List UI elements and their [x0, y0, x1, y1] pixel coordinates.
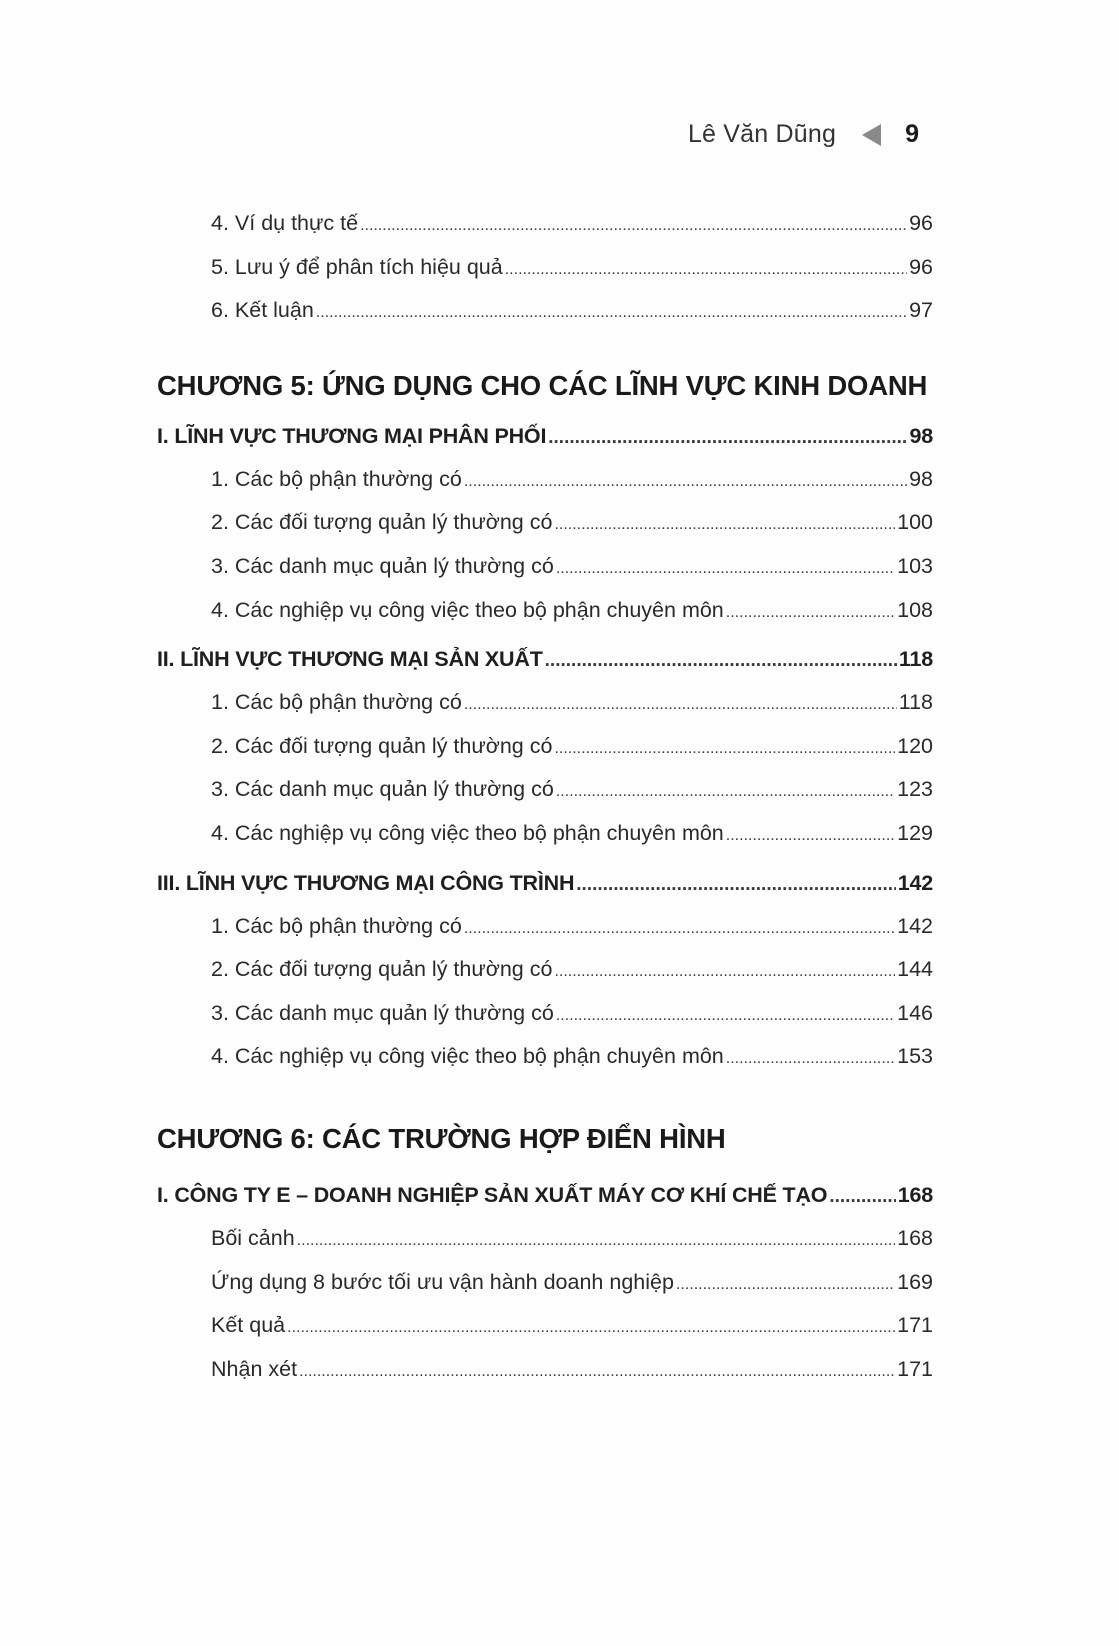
toc-entry-page: 153 [897, 1044, 933, 1069]
dot-leader [287, 1306, 895, 1348]
toc-entry-page: 129 [897, 820, 933, 845]
toc-entry[interactable] [157, 458, 933, 502]
toc-entry[interactable] [157, 768, 933, 812]
page-number: 9 [905, 120, 919, 148]
toc-entry[interactable] [157, 948, 933, 992]
dot-leader [464, 907, 895, 949]
toc-entry-label: 3. Các danh mục quản lý thường có [211, 777, 554, 802]
toc-entry-label: 2. Các đối tượng quản lý thường có [211, 957, 553, 982]
toc-entry-label: 1. Các bộ phận thường có [211, 466, 462, 491]
toc-entry-label: 3. Các danh mục quản lý thường có [211, 553, 554, 578]
toc-entry-label: 1. Các bộ phận thường có [211, 913, 462, 938]
chapter-6-title[interactable]: CHƯƠNG 6: CÁC TRƯỜNG HỢP ĐIỂN HÌNH [157, 1122, 726, 1154]
toc-entry-label: Nhận xét [211, 1356, 298, 1381]
dot-leader [726, 591, 895, 633]
dot-leader [726, 814, 895, 856]
dot-leader [505, 248, 907, 290]
toc-entry-page: 96 [909, 254, 933, 279]
toc-entry[interactable] [157, 589, 933, 633]
toc-section-page: 168 [897, 1182, 933, 1207]
dot-leader [726, 1037, 895, 1079]
toc-section[interactable] [157, 637, 933, 681]
toc-entry-label: 4. Các nghiệp vụ công việc theo bộ phận chuyên môn [211, 820, 724, 845]
dot-leader [554, 503, 895, 545]
dot-leader [464, 460, 907, 502]
dot-leader [556, 994, 895, 1036]
left-arrow-icon [862, 124, 881, 146]
dot-leader [556, 770, 895, 812]
toc-entry-label: 1. Các bộ phận thường có [211, 690, 462, 715]
toc-entry-page: 118 [898, 690, 933, 715]
dot-leader [316, 291, 907, 333]
toc-section-label: III. LĨNH VỰC THƯƠNG MẠI CÔNG TRÌNH [157, 870, 575, 895]
dot-leader [576, 863, 895, 905]
toc-entry-page: 98 [909, 466, 933, 491]
dot-leader [548, 416, 907, 458]
toc-section-page: 142 [897, 870, 933, 895]
toc-entry-page: 168 [897, 1225, 933, 1250]
toc-entry-label: 6. Kết luận [211, 298, 314, 323]
toc-entry-label: Kết quả [211, 1313, 286, 1338]
table-of-contents [157, 202, 933, 1391]
toc-entry[interactable] [157, 1304, 933, 1348]
toc-entry-page: 144 [897, 957, 933, 982]
toc-entry[interactable] [157, 1035, 933, 1079]
toc-entry-label: 4. Ví dụ thực tế [211, 211, 359, 235]
toc-entry[interactable] [157, 1348, 933, 1392]
toc-entry-page: 100 [897, 510, 933, 535]
toc-entry-label: 4. Các nghiệp vụ công việc theo bộ phận chuyên môn [211, 597, 724, 622]
toc-entry-label: Bối cảnh [211, 1225, 295, 1250]
toc-entry-label: 3. Các danh mục quản lý thường có [211, 1000, 554, 1025]
toc-entry-page: 169 [897, 1269, 933, 1294]
running-header [688, 120, 919, 149]
dot-leader [360, 204, 907, 246]
toc-entry-label: 2. Các đối tượng quản lý thường có [211, 510, 553, 535]
toc-entry[interactable] [157, 905, 933, 949]
toc-entry-page: 171 [897, 1356, 933, 1381]
toc-entry-label: 4. Các nghiệp vụ công việc theo bộ phận chuyên môn [211, 1044, 724, 1069]
toc-entry-page: 171 [897, 1313, 933, 1338]
toc-entry[interactable] [157, 202, 933, 246]
dot-leader [554, 950, 895, 992]
toc-entry-label: 2. Các đối tượng quản lý thường có [211, 733, 553, 758]
toc-section-label: II. LĨNH VỰC THƯƠNG MẠI SẢN XUẤT [157, 647, 543, 672]
toc-section[interactable] [157, 1173, 933, 1217]
toc-entry-page: 108 [897, 597, 933, 622]
toc-entry[interactable] [157, 1261, 933, 1305]
toc-section-page: 118 [898, 647, 933, 672]
toc-entry[interactable] [157, 501, 933, 545]
toc-entry-page: 146 [897, 1000, 933, 1025]
toc-entry[interactable] [157, 289, 933, 333]
toc-entry-label: 5. Lưu ý để phân tích hiệu quả [211, 254, 503, 279]
toc-entry[interactable] [157, 545, 933, 589]
toc-entry[interactable] [157, 725, 933, 769]
toc-entry-page: 103 [897, 553, 933, 578]
toc-entry[interactable] [157, 812, 933, 856]
dot-leader [297, 1219, 895, 1261]
dot-leader [545, 639, 897, 681]
toc-entry-page: 120 [897, 733, 933, 758]
dot-leader [464, 683, 897, 725]
toc-section-label: I. LĨNH VỰC THƯƠNG MẠI PHÂN PHỐI [157, 423, 547, 448]
toc-entry[interactable] [157, 1217, 933, 1261]
dot-leader [299, 1350, 895, 1392]
toc-entry[interactable] [157, 681, 933, 725]
dot-leader [556, 547, 895, 589]
toc-entry-page: 142 [897, 913, 933, 938]
chapter-5-title[interactable]: CHƯƠNG 5: ỨNG DỤNG CHO CÁC LĨNH VỰC KINH DOANH [157, 369, 928, 401]
toc-entry-page: 96 [909, 211, 933, 235]
toc-section[interactable] [157, 861, 933, 905]
dot-leader [554, 727, 895, 769]
toc-section[interactable] [157, 414, 933, 458]
toc-entry-page: 123 [897, 777, 933, 802]
toc-entry-label: Ứng dụng 8 bước tối ưu vận hành doanh nghiệp [211, 1269, 674, 1294]
toc-entry[interactable] [157, 246, 933, 290]
dot-leader [829, 1175, 895, 1217]
toc-entry-page: 97 [909, 298, 933, 323]
toc-entry[interactable] [157, 992, 933, 1036]
toc-section-label: I. CÔNG TY E – DOANH NGHIỆP SẢN XUẤT MÁY CƠ KHÍ CHẾ TẠO [157, 1182, 828, 1207]
toc-section-page: 98 [909, 423, 933, 448]
author-name: Lê Văn Dũng [687, 120, 837, 148]
dot-leader [676, 1263, 895, 1305]
